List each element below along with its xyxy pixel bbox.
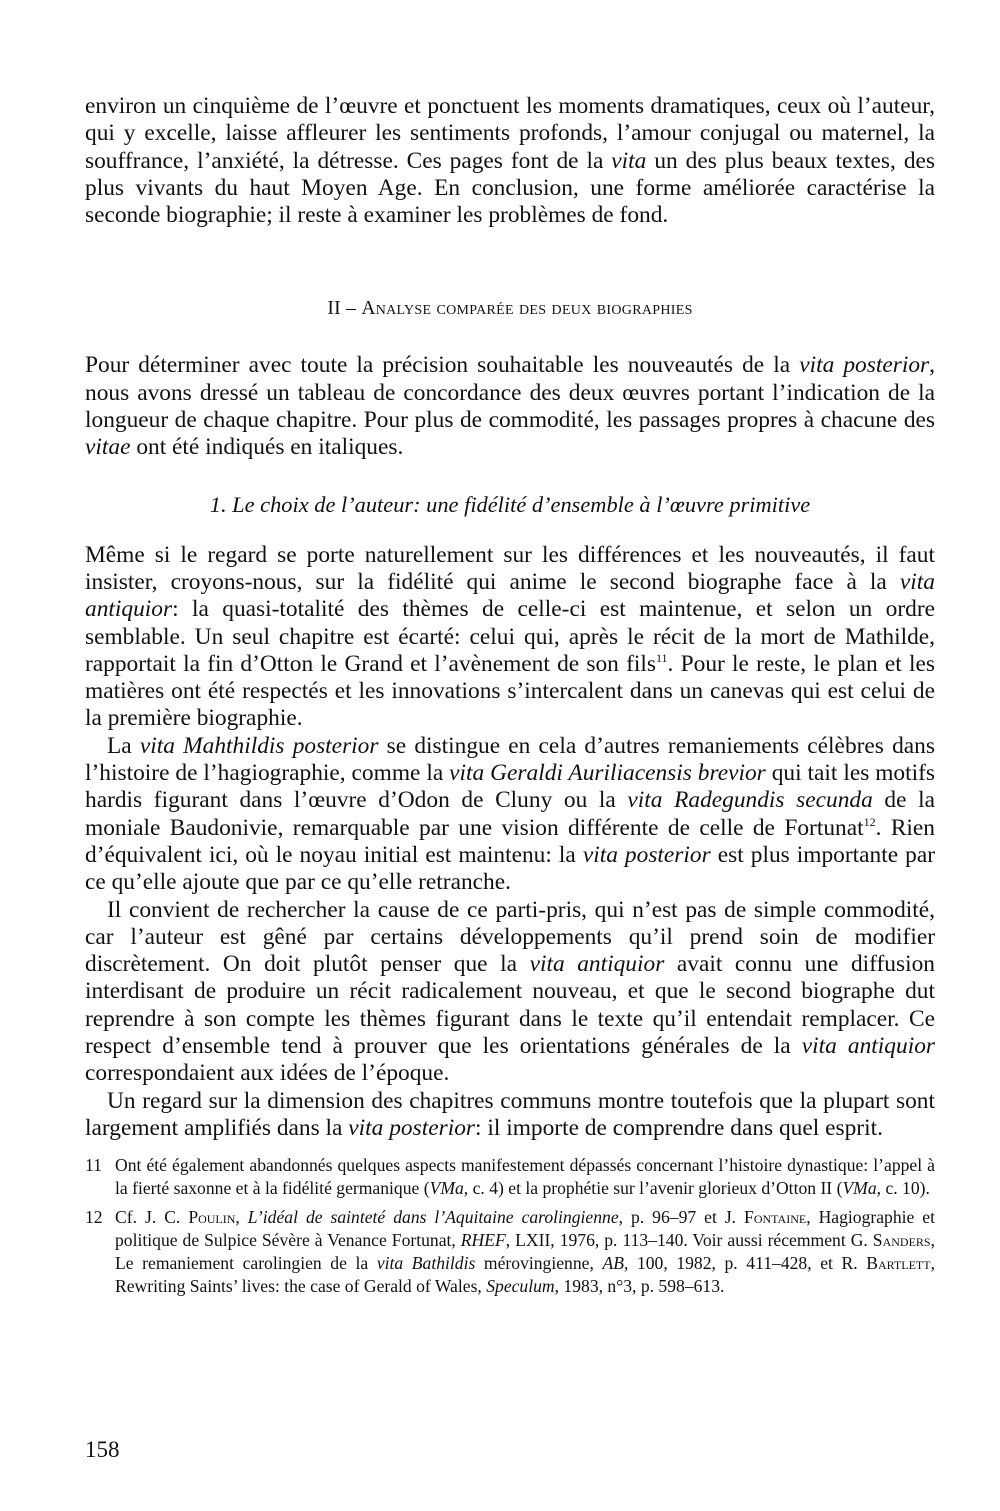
footnote-12 [85, 1206, 935, 1299]
italic-term: vitae [85, 434, 131, 461]
text-run: ont été indiqués en italiques. [130, 434, 404, 461]
paragraph-1 [85, 542, 935, 733]
italic-term: VMa [429, 1178, 464, 1199]
text-run: , Rewriting Saints’ lives: the case of Gerald of Wales, [115, 1253, 935, 1297]
italic-term: vita posterior [582, 841, 711, 868]
footnote-number: 11 [85, 1155, 102, 1176]
italic-term: vita antiquior [529, 951, 665, 978]
text-run: , p. 96–97 et J. [618, 1206, 745, 1227]
text-run: . Pour le reste, le plan et les matières ont été respectés et les innovations s’intercalent dans un canevas qui est celui de la première biographie. [85, 650, 935, 732]
page-body [85, 93, 935, 1298]
text-run: , nous avons dressé un tableau de concordance des deux œuvres portant l’indication de la longueur de chaque chapitre. Pour plus de commodité, les passages propres à chacune des [85, 352, 935, 434]
page-number: 158 [85, 1437, 120, 1462]
paragraph-2 [85, 733, 935, 897]
subsection-heading: 1. Le choix de l’auteur: une fidélité d’ensemble à l’œuvre primitive [209, 491, 811, 517]
text-run: est plus importante par ce qu’elle ajoute que par ce qu’elle retranche. [85, 841, 936, 896]
italic-term: AB [602, 1253, 624, 1274]
text-run: , c. 4) et la prophétie sur l’avenir glorieux d’Otton II ( [463, 1178, 843, 1199]
section-number: II – [327, 298, 362, 320]
text-run: Cf. J. C. [115, 1206, 189, 1227]
text-run: , Hagiographie et politique de Sulpice Sévère à Venance Fortunat, [115, 1206, 936, 1250]
text-run: Même si le regard se porte naturellement sur les différences et les nouveautés, il faut insister, croyons-nous, sur la fidélité qui anime le second biographe face à la [85, 541, 935, 595]
paragraph-4 [85, 1088, 935, 1143]
text-run: avait connu une diffusion interdisant de produire un récit radicalement nouveau, et que le second biographe dut reprendre à son compte les thèmes figurant dans le texte qu’il entendait remplacer. Ce respect d’ensemble tend à prouver que les orientations générales de la [85, 951, 935, 1060]
italic-term: vita antiquior [85, 568, 935, 623]
text-run: , 100, 1982, p. 411–428, et R. [623, 1253, 867, 1274]
footnote-ref-11[interactable]: 11 [655, 651, 668, 666]
italic-term: VMa [842, 1178, 877, 1199]
author-name: Bartlett [866, 1253, 931, 1274]
footnote-number: 12 [85, 1206, 103, 1227]
text-run: Ont été également abandonnés quelques aspects manifestement dépassés concernant l’histoire dynastique: l’appel à la fierté saxonne et à la fidélité germanique ( [115, 1155, 935, 1199]
text-run: Un regard sur la dimension des chapitres communs montre toutefois que la plupart sont largement amplifiés dans la [85, 1087, 935, 1141]
text-run: , c. 10). [876, 1178, 930, 1199]
paragraph-3 [85, 897, 935, 1088]
author-name: Sanders [872, 1229, 931, 1250]
text-run: mérovingienne, [475, 1253, 603, 1274]
text-run: : la quasi-totalité des thèmes de celle-ci est maintenue, et selon un ordre semblable. Un seul chapitre est écarté: celui qui, après le récit de la mort de Mathilde, rapportait la fin d’Otton le Grand et l’avènement de son fils [85, 596, 935, 677]
italic-term: RHEF [460, 1229, 506, 1250]
italic-term: L’idéal de sainteté dans l’Aquitaine carolingienne [247, 1206, 619, 1227]
italic-term: vita posterior [799, 352, 930, 379]
text-run: , 1983, n°3, p. 598–613. [554, 1276, 725, 1297]
text-run: un des plus beaux textes, des plus vivants du haut Moyen Age. En conclusion, une forme améliorée caractérise la seconde biographie; il reste à examiner les problèmes de fond. [85, 147, 936, 229]
text-run: : il importe de comprendre dans quel esprit. [475, 1114, 883, 1141]
section-heading [85, 298, 935, 320]
italic-term: Speculum [486, 1276, 555, 1297]
italic-term: vita Mahthildis posterior [139, 732, 379, 759]
text-run: qui tait les motifs hardis figurant dans l’œuvre d’Odon de Cluny ou la [85, 760, 936, 814]
text-run: correspondaient aux idées de l’époque. [85, 1060, 450, 1087]
italic-term: vita Radegundis secunda [627, 787, 873, 814]
italic-term: vita posterior [348, 1114, 475, 1141]
italic-term: vita Bathildis [376, 1253, 476, 1274]
text-run: , Le remaniement carolingien de la [115, 1229, 935, 1274]
paragraph-conclusion [85, 93, 935, 229]
text-run: , LXII, 1976, p. 113–140. Voir aussi récemment G. [505, 1229, 873, 1250]
section-title: Analyse comparée des deux biographies [361, 298, 693, 320]
paragraph-intro [85, 352, 935, 461]
text-run: , [235, 1206, 248, 1227]
text-run: La [107, 732, 140, 759]
footnote-11 [85, 1154, 935, 1200]
text-run: . Rien d’équivalent ici, où le noyau initial est maintenu: la [85, 814, 935, 868]
footnote-ref-12[interactable]: 12 [863, 814, 876, 829]
footnotes [85, 1154, 935, 1298]
text-run: se distingue en cela d’autres remaniements célèbres dans l’histoire de l’hagiographie, comme la [85, 732, 935, 787]
text-run: environ un cinquième de l’œuvre et ponctuent les moments dramatiques, ceux où l’auteur, qui y excelle, laisse affleurer les sentiments profonds, l’amour conjugal ou maternel, la souffrance, l’anxiété, la détresse. Ces pages font de la [85, 93, 935, 174]
author-name: Fontaine [744, 1206, 807, 1227]
italic-term: vita [611, 147, 647, 174]
text-run: de la moniale Baudonivie, remarquable par une vision différente de celle de Fortunat [85, 787, 935, 841]
text-run: Pour déterminer avec toute la précision souhaitable les nouveautés de la [85, 352, 800, 379]
text-run: Il convient de rechercher la cause de ce parti-pris, qui n’est pas de simple commodité, car l’auteur est gêné par certains développements qu’il prend soin de modifier discrètement. On doit plutôt penser que la [85, 896, 935, 978]
italic-term: vita antiquior [801, 1033, 935, 1060]
author-name: Poulin [188, 1206, 236, 1227]
italic-term: vita Geraldi Auriliacensis brevior [449, 760, 766, 787]
